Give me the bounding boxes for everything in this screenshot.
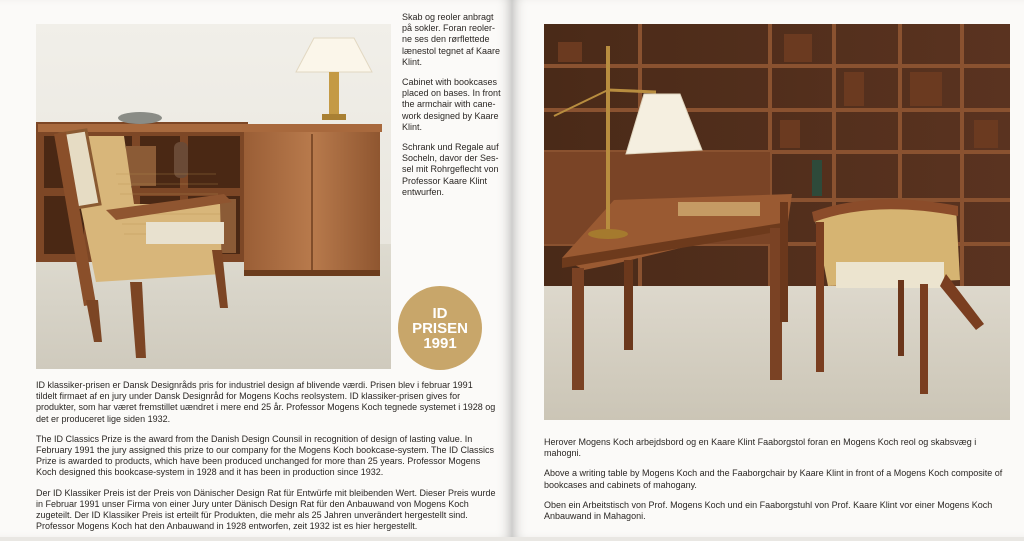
right-photo-caption — [544, 437, 1014, 531]
badge-line-1: ID — [432, 304, 448, 322]
badge-line-3: 1991 — [423, 334, 457, 352]
caption-danish: Skab og reoler anbragt på sokler. Foran reoler- ne ses den rørflettede lænestol tegnet af Kaare Klint. — [402, 12, 501, 67]
caption-german: Oben ein Arbeitstisch von Prof. Mogens Koch und ein Faaborgstuhl von Prof. Kaare Klint vor einer Mogens Koch Anbauwand in Mahagoni. — [544, 499, 993, 522]
right-page — [512, 0, 1024, 537]
award-description — [36, 380, 496, 541]
id-prisen-badge — [398, 286, 482, 370]
left-photo-caption — [402, 12, 506, 207]
body-danish: ID klassiker-prisen er Dansk Designråds pris for industriel design af blivende værdi. Prisen blev i februar 1991 tildelt firmaet af en jury under Dansk Designråd for Mogens Kochs reolsystem. ID klassiker-prisen gives for produkter, som har været fremstillet uændret i mere end 25 år. Professor Mogens Koch tegnede systemet i 1928 og det er produceret lige siden 1932. — [36, 380, 496, 424]
caption-english: Cabinet with bookcases placed on bases. In front the armchair with cane- work designed by Kaare Klint. — [402, 77, 501, 132]
caption-english: Above a writing table by Mogens Koch and the Faaborgchair by Kaare Klint in front of a Mogens Koch composite of bookcases and cabinets of mahogany. — [544, 468, 1003, 490]
caption-german: Schrank und Regale auf Socheln, davor der Ses- sel mit Rohrgeflecht von Professor Kaare Klint entwurfen. — [402, 142, 499, 197]
body-german: Der ID Klassiker Preis ist der Preis von Dänischer Design Rat für Entwürfe mit bleibenden Wert. Dieser Preis wurde in Februar 1991 unser Firma von einer Jury unter Dänisch Design Rat für den Anbauwand von Mogens Koch zugeteilt. Der ID Klassiker Preis ist erteilt für Produkten, die mehr als 25 Jahren unverändert hergestellt sind. Professor Mogens Koch hat den Anbauwand in 1928 entworfen, zeit 1932 ist es hier hergestellt. — [36, 487, 496, 532]
badge-line-2: PRISEN — [412, 319, 468, 337]
body-english: The ID Classics Prize is the award from the Danish Design Counsil in recognition of design of lasting value. In February 1991 the jury assigned this prize to our company for the Mogens Koch bookcase-system. The ID Classics Prize is awarded to products, which have been produced unchanged for more than 25 years. Professor Mogens Koch designed this bookcase-system in 1928 and it has been in production since 1932. — [36, 433, 495, 478]
caption-danish: Herover Mogens Koch arbejdsbord og en Kaare Klint Faaborgstol foran en Mogens Koch reol og skabsvæg i mahogni. — [544, 437, 977, 459]
left-photo-cabinet-armchair — [36, 24, 391, 369]
right-photo-writing-table — [544, 24, 1010, 420]
left-page — [0, 0, 512, 537]
